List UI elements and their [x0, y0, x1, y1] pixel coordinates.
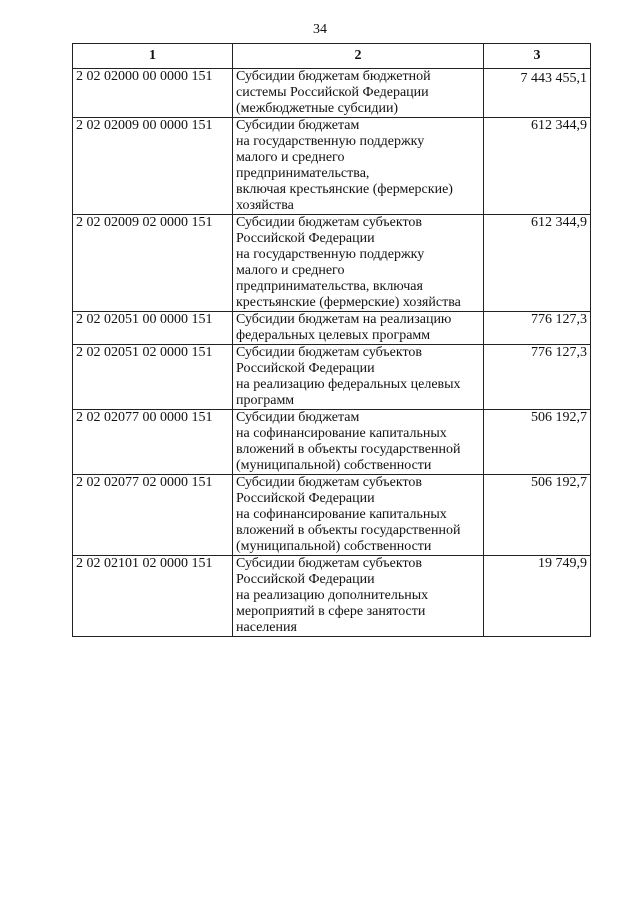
budget-code: 2 02 02009 00 0000 151 [73, 118, 233, 215]
budget-table [72, 43, 591, 637]
table-row [73, 215, 591, 312]
column-header-2: 2 [233, 44, 484, 69]
table-header-row [73, 44, 591, 69]
budget-description: Субсидии бюджетам субъектов Российской Федерации на государственную поддержку малого и среднего предпринимательства, включая крестьянские (фермерские) хозяйства [233, 215, 484, 312]
budget-code: 2 02 02000 00 0000 151 [73, 69, 233, 118]
budget-description: Субсидии бюджетам субъектов Российской Федерации на реализацию дополнительных мероприятий в сфере занятости населения [233, 556, 484, 637]
budget-code: 2 02 02101 02 0000 151 [73, 556, 233, 637]
table-row [73, 69, 591, 118]
budget-amount: 506 192,7 [484, 410, 591, 475]
budget-amount: 506 192,7 [484, 475, 591, 556]
budget-amount: 612 344,9 [484, 215, 591, 312]
budget-amount: 776 127,3 [484, 345, 591, 410]
column-header-1: 1 [73, 44, 233, 69]
budget-description: Субсидии бюджетам на государственную поддержку малого и среднего предпринимательства, включая крестьянские (фермерские) хозяйства [233, 118, 484, 215]
table-row [73, 345, 591, 410]
table-row [73, 118, 591, 215]
table-row [73, 410, 591, 475]
table-row [73, 475, 591, 556]
budget-description: Субсидии бюджетам субъектов Российской Федерации на софинансирование капитальных вложений в объекты государственной (муниципальной) собственности [233, 475, 484, 556]
budget-description: Субсидии бюджетам субъектов Российской Федерации на реализацию федеральных целевых программ [233, 345, 484, 410]
budget-code: 2 02 02077 02 0000 151 [73, 475, 233, 556]
budget-description: Субсидии бюджетам на софинансирование капитальных вложений в объекты государственной (муниципальной) собственности [233, 410, 484, 475]
budget-amount: 19 749,9 [484, 556, 591, 637]
budget-code: 2 02 02077 00 0000 151 [73, 410, 233, 475]
budget-amount: 776 127,3 [484, 312, 591, 345]
budget-description: Субсидии бюджетам на реализацию федеральных целевых программ [233, 312, 484, 345]
page-number: 34 [313, 22, 327, 37]
column-header-3: 3 [484, 44, 591, 69]
table-row [73, 556, 591, 637]
budget-amount: 612 344,9 [484, 118, 591, 215]
budget-amount: 7 443 455,1 [484, 69, 591, 118]
budget-description: Субсидии бюджетам бюджетной системы Российской Федерации (межбюджетные субсидии) [233, 69, 484, 118]
budget-code: 2 02 02051 00 0000 151 [73, 312, 233, 345]
budget-code: 2 02 02009 02 0000 151 [73, 215, 233, 312]
table-row [73, 312, 591, 345]
budget-code: 2 02 02051 02 0000 151 [73, 345, 233, 410]
